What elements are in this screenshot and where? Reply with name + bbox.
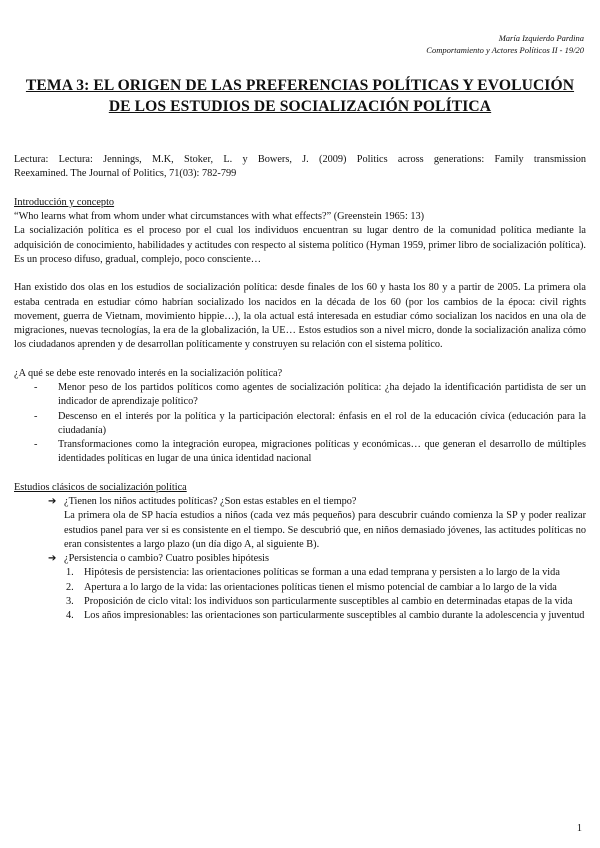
- reading-line-1: Lectura: Lectura: Jennings, M.K, Stoker, L. y Bowers, J. (2009) Politics across generations: Family transmission: [14, 154, 586, 165]
- renewed-interest-list: [14, 381, 586, 467]
- classic-studies-heading: Estudios clásicos de socialización política: [14, 481, 187, 493]
- intro-quote: “Who learns what from whom under what circumstances with what effects?” (Greenstein 1965: 13): [14, 211, 425, 222]
- renewed-interest-question: ¿A qué se debe este renovado interés en la socialización política?: [14, 367, 283, 379]
- hypothesis-item: 1. Hipótesis de persistencia: las orientaciones políticas se forman a una edad temprana y persisten a lo largo de la vida: [66, 567, 560, 579]
- intro-paragraph-1: La socialización política es el proceso por el cual los individuos encuentran su lugar dentro de la comunidad política mediante la adquisición de conocimiento, habilidades y actitudes con respecto al sistema político (Hyman 1959, primer libro de socialización política). Es un proceso difuso, gradual, complejo, poco consciente…: [14, 225, 586, 265]
- intro-paragraph-2: Han existido dos olas en los estudios de socialización política: desde finales de los 60 y hasta los 80 y a partir de 2005. La primera ola estaba centrada en estudiar cómo habrían socializado los nacidos en la década de los 60 (por los cambios de la época: civil rights movement, guerra de Vietnam, movimiento hippie…), la ola actual está interesada en estudiar cómo socializan los nacidos en una ola de migraciones, nuevas tecnologías, la era de la globalización, la UE… Estos estudios son a nivel micro, donde la socialización analiza cómo los ciudadanos aprenden y de desarrollan políticamente y construyen su relación con el sistema político.: [14, 282, 586, 351]
- page-number: 1: [576, 823, 582, 834]
- document-title: TEMA 3: EL ORIGEN DE LAS PREFERENCIAS POLÍTICAS Y EVOLUCIÓN DE LOS ESTUDIOS DE SOCIALIZACIÓN POLÍTICA: [25, 77, 575, 115]
- arrow-bullet-icon: ➔: [48, 496, 57, 507]
- header-course: Comportamiento y Actores Políticos II - 19/20: [426, 45, 584, 55]
- hypothesis-item: 2. Apertura a lo largo de la vida: las orientaciones políticas tienen el mismo potencial de cambiar a lo largo de la vida: [66, 581, 557, 593]
- reading-line-2: Reexamined. The Journal of Politics, 71(03): 782-799: [14, 168, 237, 180]
- question-persistence: ¿Persistencia o cambio? Cuatro posibles hipótesis: [64, 553, 270, 564]
- classic-studies-list: [14, 495, 586, 566]
- list-item: - Descenso en el interés por la política y la participación electoral: énfasis en el rol de la educación cívica (educación para la ciudadanía): [34, 410, 586, 436]
- intro-heading: Introducción y concepto: [14, 196, 115, 208]
- hypothesis-item: 4. Los años impresionables: las orientaciones son particularmente susceptibles al cambio durante la adolescencia y juventud: [66, 610, 585, 621]
- list-item: [14, 495, 586, 552]
- hypothesis-item: 3. Proposición de ciclo vital: los individuos son particularmente susceptibles al cambio en determinadas etapas de la vida: [66, 595, 573, 607]
- question-children-attitudes: ¿Tienen los niños actitudes políticas? ¿Son estas estables en el tiempo?: [64, 496, 357, 507]
- page-header: [426, 32, 584, 56]
- arrow-bullet-icon: ➔: [48, 553, 57, 564]
- hypotheses-list: [14, 566, 586, 623]
- list-item: [14, 552, 586, 566]
- document-body: [14, 153, 586, 623]
- list-item: - Transformaciones como la integración europea, migraciones políticas y económicas… que generan el desarrollo de múltiples identidades políticas en lugar de una única identidad nacional: [34, 439, 586, 465]
- list-item: - Menor peso de los partidos políticos como agentes de socialización política: ¿ha dejado la identificación partidista de ser un indicador de aprendizaje político?: [34, 382, 586, 408]
- header-author: María Izquierdo Pardina: [498, 33, 584, 43]
- question-children-text: La primera ola de SP hacía estudios a niños (cada vez más pequeños) para descubrir cuándo comienza la SP y poder realizar estudios panel para ver si es consistente en el tiempo. Se descubrió que, en niños demasiado jóvenes, las actitudes políticas no eran consistentes a largo plazo (un día digo A, al siguiente B).: [64, 510, 586, 550]
